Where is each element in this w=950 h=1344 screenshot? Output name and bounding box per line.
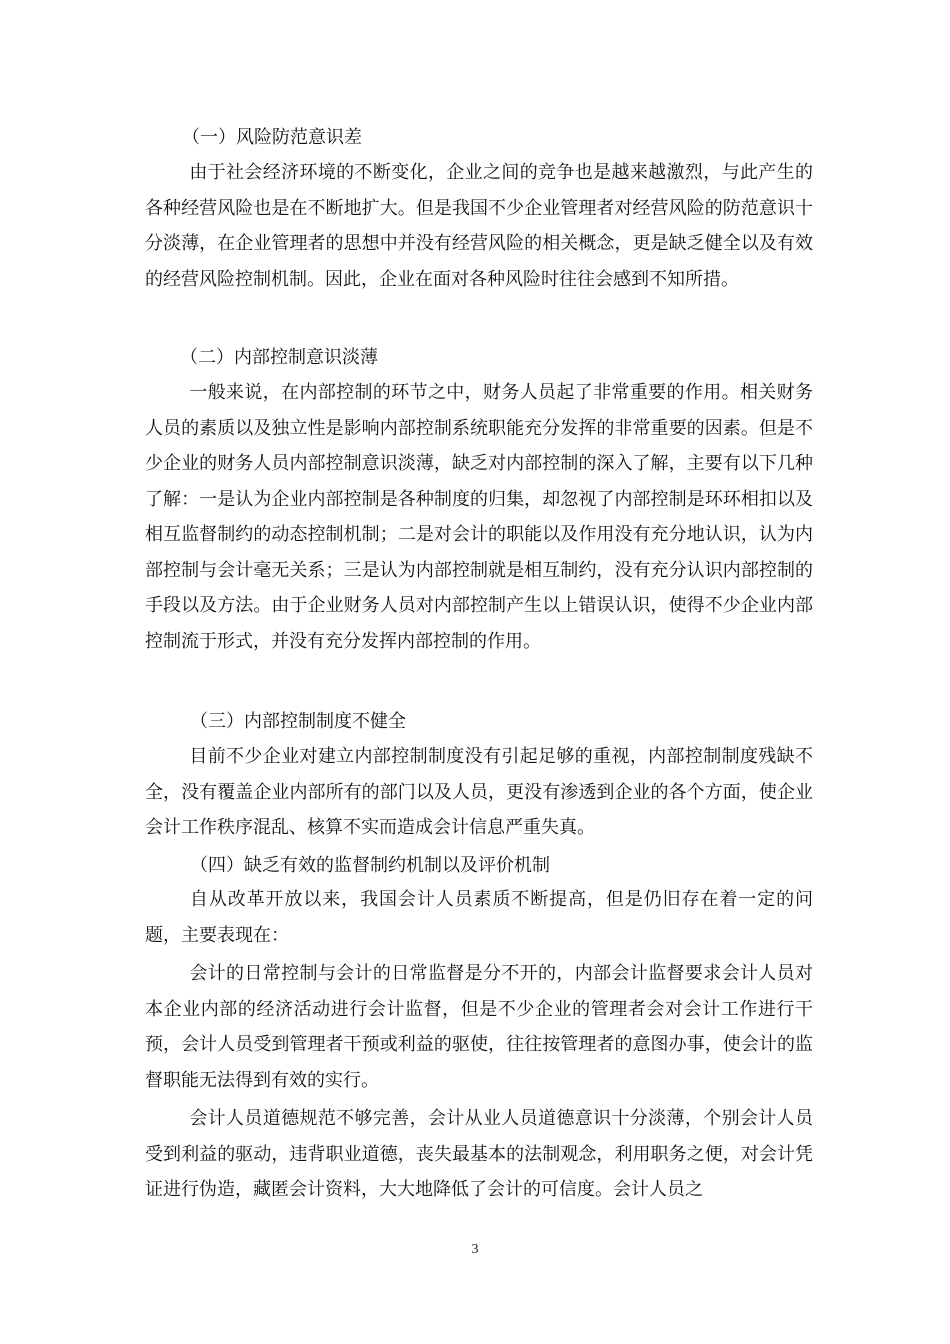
- section-heading-2: （二）内部控制意识淡薄: [180, 347, 378, 368]
- paragraph: 目前不少企业对建立内部控制制度没有引起足够的重视，内部控制制度残缺不全，没有覆盖企业内部所有的部门以及人员，更没有渗透到企业的各个方面，使企业会计工作秩序混乱、核算不实而造成会计信息严重失真。: [145, 746, 813, 838]
- section-heading-4: （四）缺乏有效的监督制约机制以及评价机制: [190, 855, 550, 876]
- paragraph: 会计人员道德规范不够完善，会计从业人员道德意识十分淡薄，个别会计人员受到利益的驱动，违背职业道德，丧失最基本的法制观念，利用职务之便，对会计凭证进行伪造，藏匿会计资料，大大地降低了会计的可信度。会计人员之: [145, 1108, 813, 1200]
- paragraph: 由于社会经济环境的不断变化，企业之间的竞争也是越来越激烈，与此产生的各种经营风险也是在不断地扩大。但是我国不少企业管理者对经营风险的防范意识十分淡薄，在企业管理者的思想中并没有经营风险的相关概念，更是缺乏健全以及有效的经营风险控制机制。因此，企业在面对各种风险时往往会感到不知所措。: [145, 162, 813, 290]
- page-number: 3: [471, 1242, 479, 1257]
- section-heading-1: （一）风险防范意识差: [182, 127, 362, 148]
- paragraph: 自从改革开放以来，我国会计人员素质不断提高，但是仍旧存在着一定的问题，主要表现在：: [145, 889, 813, 946]
- section-heading-3: （三）内部控制制度不健全: [190, 711, 406, 732]
- paragraph: 一般来说，在内部控制的环节之中，财务人员起了非常重要的作用。相关财务人员的素质以及独立性是影响内部控制系统职能充分发挥的非常重要的因素。但是不少企业的财务人员内部控制意识淡薄，缺乏对内部控制的深入了解，主要有以下几种了解：一是认为企业内部控制是各种制度的归集，却忽视了内部控制是环环相扣以及相互监督制约的动态控制机制；二是对会计的职能以及作用没有充分地认识，认为内部控制与会计毫无关系；三是认为内部控制就是相互制约，没有充分认识内部控制的手段以及方法。由于企业财务人员对内部控制产生以上错误认识，使得不少企业内部控制流于形式，并没有充分发挥内部控制的作用。: [145, 382, 813, 652]
- paragraph: 会计的日常控制与会计的日常监督是分不开的，内部会计监督要求会计人员对本企业内部的经济活动进行会计监督，但是不少企业的管理者会对会计工作进行干预，会计人员受到管理者干预或利益的驱使，往往按管理者的意图办事，使会计的监督职能无法得到有效的实行。: [145, 963, 813, 1091]
